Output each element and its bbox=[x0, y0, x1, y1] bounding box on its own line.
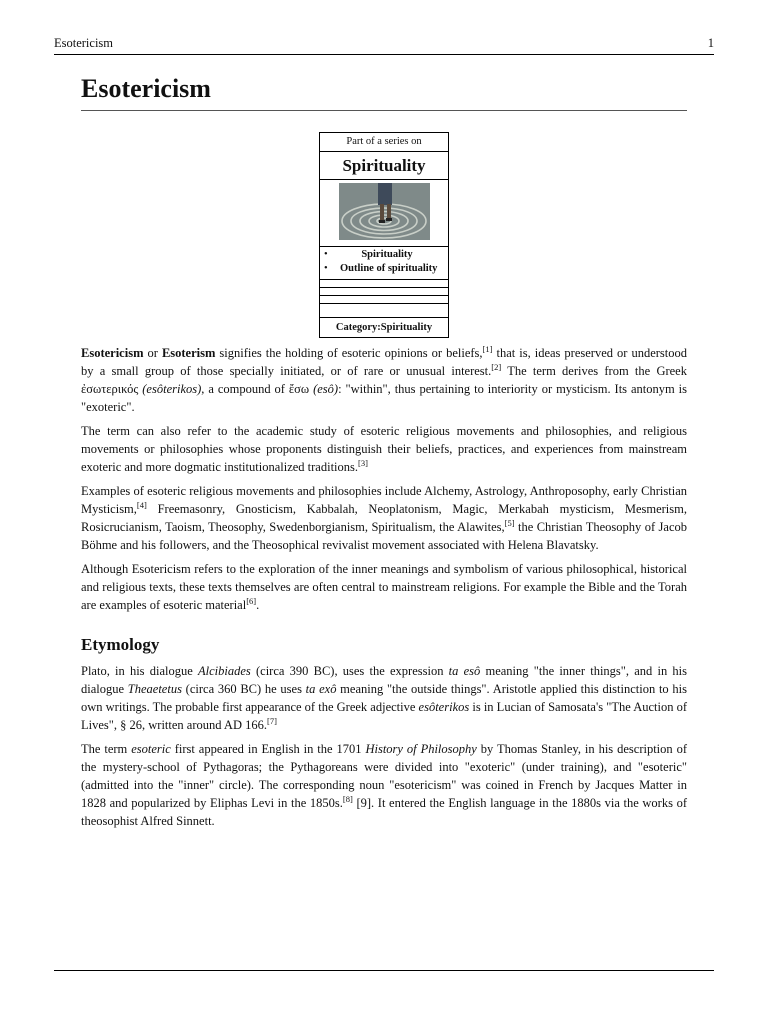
page-number: 1 bbox=[707, 36, 714, 50]
infobox-link-item[interactable]: • Outline of spirituality bbox=[320, 262, 448, 276]
infobox-series-label: Part of a series on bbox=[320, 133, 448, 152]
intro-paragraph-2: The term can also refer to the academic study of esoteric religious movements and philosophies, and religious movements or philosophies whose proponents distinguish their beliefs, practices, and experiences from mainstream exoteric and more dogmatic institutionalized traditions.[3] bbox=[81, 424, 687, 474]
citation-link[interactable]: [8] bbox=[342, 794, 353, 804]
infobox-image[interactable] bbox=[320, 180, 448, 247]
infobox-link-outline[interactable]: Outline of spirituality bbox=[340, 263, 438, 274]
article-body bbox=[81, 344, 687, 836]
intro-paragraph-4: Although Esotericism refers to the exploration of the inner meanings and symbolism of various philosophical, historical and religious texts, these texts themselves are often central to mainstream religions. For example the Bible and the Torah are examples of esoteric material[6]. bbox=[81, 562, 687, 612]
citation-link[interactable]: [6] bbox=[246, 596, 257, 606]
citation-link[interactable]: [7] bbox=[266, 716, 277, 726]
infobox-empty-row bbox=[320, 296, 448, 304]
labyrinth-walker-icon bbox=[339, 183, 430, 240]
section-heading-etymology: Etymology bbox=[81, 635, 160, 654]
term-esoterism: Esoterism bbox=[161, 346, 216, 360]
infobox-category-link[interactable]: Category:Spirituality bbox=[335, 322, 433, 333]
citation-link[interactable]: [5] bbox=[504, 518, 515, 528]
citation-link[interactable]: [4] bbox=[136, 500, 147, 510]
infobox bbox=[319, 132, 449, 338]
article-title: Esotericism bbox=[81, 74, 687, 111]
intro-paragraph-1: Esotericism or Esoterism signifies the holding of esoteric opinions or beliefs,[1] that is, ideas preserved or understood by a small group of those specially initiated, or of rare or unusual interest.[2] The term derives from the Greek ἐσωτερικός (esôterikos), a compound of ἔσω (esô): "within", thus pertaining to interiority or mysticism. Its antonym is "exoteric". bbox=[81, 344, 687, 414]
term-esotericism: Esotericism bbox=[81, 346, 144, 360]
etymology-paragraph-1: Plato, in his dialogue Alcibiades (circa 390 BC), uses the expression ta esô meaning "the inner things", and in his dialogue Theaetetus (circa 360 BC) he uses ta exô meaning "the outside things". Aristotle applied this distinction to his own writings. The probable first appearance of the Greek adjective esôterikos is in Lucian of Samosata's "The Auction of Lives", § 26, written around AD 166.[7] bbox=[81, 664, 688, 732]
running-header bbox=[54, 36, 714, 55]
citation-link[interactable]: [2] bbox=[491, 362, 502, 372]
infobox-empty-row bbox=[320, 304, 448, 318]
etymology-paragraph-2: The term esoteric first appeared in English in the 1701 History of Philosophy by Thomas Stanley, in his description of the mystery-school of Pythagoras; the Pythagoreans were divided into "exoteric" (under training), and "esoteric" (admitted into the "inner" circle). The corresponding noun "esotericism" was coined in French by Jacques Matter in 1828 and popularized by Eliphas Levi in the 1850s.[8] [9]. It entered the English language in the 1880s via the works of theosophist Alfred Sinnett. bbox=[81, 742, 687, 828]
infobox-link-list bbox=[320, 247, 448, 280]
infobox-link-spirituality[interactable]: Spirituality bbox=[361, 249, 413, 260]
intro-paragraph-3: Examples of esoteric religious movements and philosophies include Alchemy, Astrology, Anthroposophy, early Christian Mysticism,[4] Freemasonry, Gnosticism, Kabbalah, Neoplatonism, Magic, Merkabah mysticism, Mesmerism, Rosicrucianism, Taoism, Theosophy, Swedenborgianism, Spiritualism, the Alawites,[5] the Christian Theosophy of Jacob Böhme and his followers, and the Theosophical revivalist movement associated with Helena Blavatsky. bbox=[81, 484, 687, 552]
infobox-link-item[interactable]: • Spirituality bbox=[320, 248, 448, 262]
footer-rule bbox=[54, 970, 714, 971]
citation-link[interactable]: [3] bbox=[358, 458, 368, 468]
infobox-empty-row bbox=[320, 288, 448, 296]
citation-link[interactable]: [1] bbox=[482, 344, 493, 354]
infobox-title[interactable]: Spirituality bbox=[320, 152, 448, 180]
infobox-empty-row bbox=[320, 280, 448, 288]
running-title: Esotericism bbox=[54, 36, 114, 50]
